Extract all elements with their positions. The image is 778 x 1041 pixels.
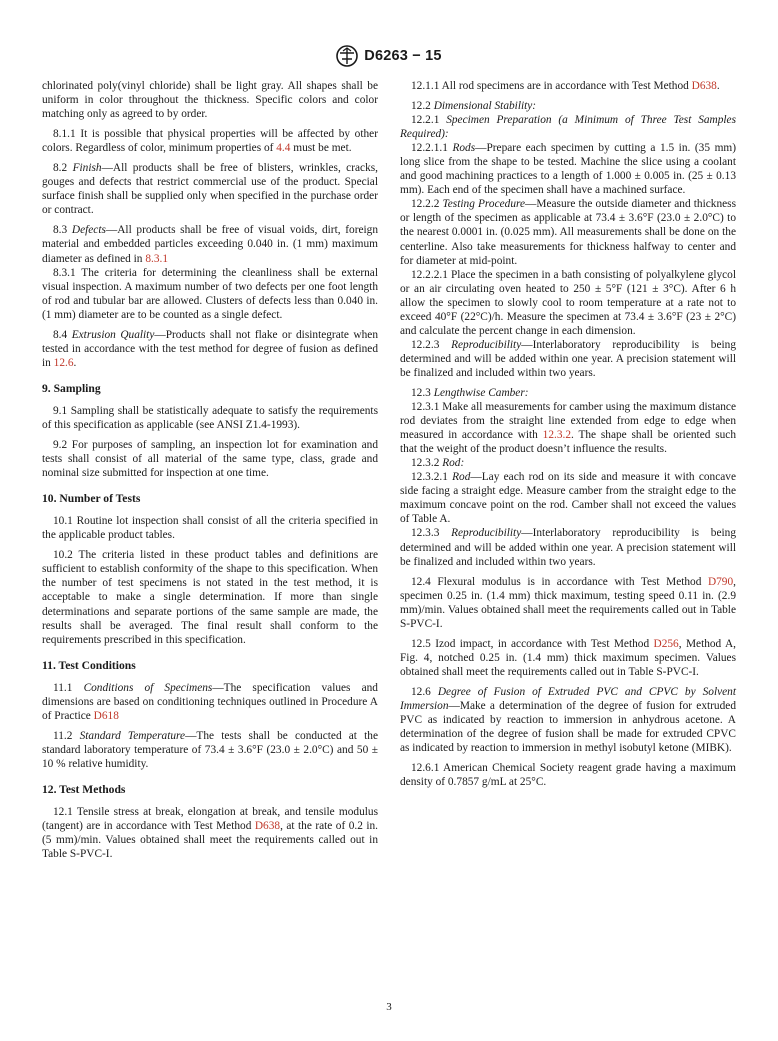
section-heading-test-methods: 12. Test Methods: [42, 782, 126, 796]
paragraph-12-3-3: 12.3.3 Reproducibility—Interlaboratory reproducibility is being determined and will be added within one year. A precision statement will be finalized and included within two years.: [400, 527, 736, 568]
page-header: [0, 40, 778, 72]
right-column: [400, 79, 736, 795]
ref-link[interactable]: 12.6: [53, 356, 74, 369]
left-column: [42, 79, 378, 867]
paragraph-11-2: 11.2 Standard Temperature—The tests shall be conducted at the standard laboratory temperature of 73.4 ± 3.6°F (23.0 ± 2.0°C) and 50 ± 10 % relative humidity.: [42, 729, 378, 770]
paragraph-12-2-3: 12.2.3 Reproducibility—Interlaboratory reproducibility is being determined and will be added within one year. A precision statement will be finalized and included within two years.: [400, 338, 736, 379]
paragraph-12-3: 12.3 Lengthwise Camber:: [411, 386, 529, 399]
paragraph-12-1: 12.1 Tensile stress at break, elongation at break, and tensile modulus (tangent) are in accordance with Test Method D638, at the rate of 0.2 in. (5 mm)/min. Values obtained shall meet the requirements called out in Table S-PVC-I.: [42, 806, 378, 861]
page-number: 3: [386, 1001, 392, 1013]
paragraph-12-1-1: 12.1.1 All rod specimens are in accordance with Test Method D638.: [411, 80, 720, 92]
paragraph-8-4: 8.4 Extrusion Quality—Products shall not flake or disintegrate when tested in accordance with the test method for degree of fusion as defined in 12.6.: [42, 328, 379, 369]
paragraph-12-3-1: 12.3.1 Make all measurements for camber using the maximum distance rod deviates from the straight line extended from edge to edge when measured in accordance with 12.3.2. The shape shall be oriented such that the weight of the product doesn’t influence the results.: [400, 401, 736, 456]
paragraph-8-3-1: 8.3.1 The criteria for determining the cleanliness shall be external visual inspection. A maximum number of two defects per one foot length of rod and tubular bar are allowed. Clusters of defects less than 0.040 in. (1 mm) diameter are to be counted as a single defect.: [42, 266, 378, 321]
ref-link[interactable]: D618: [93, 709, 119, 722]
paragraph-12-2-2-1: 12.2.2.1 Place the specimen in a bath consisting of polyalkylene glycol or an air circulating oven heated to 250 ± 5°F (121 ± 3°C). After 6 h allow the specimen to slowly cool to room temperature at a rate not to exceed 40°F (22°C)/h. Measure the specimen at 73.4 ± 3.6°F (23 ± 2°C) and calculate the percent change in each dimension.: [400, 268, 736, 337]
ref-link[interactable]: 8.3.1: [145, 252, 168, 265]
ref-link[interactable]: 12.3.2: [542, 429, 572, 442]
ref-link[interactable]: 4.4: [276, 142, 291, 155]
paragraph-8-1-1: 8.1.1 It is possible that physical properties will be affected by other colors. Regardless of color, minimum properties of 4.4 must be met.: [42, 128, 378, 155]
paragraph-12-2-1: 12.2.1 Specimen Preparation (a Minimum of Three Test Samples Required):: [400, 114, 737, 141]
section-heading-number-of-tests: 10. Number of Tests: [42, 492, 141, 506]
paragraph-8-3: 8.3 Defects—All products shall be free of visual voids, dirt, foreign material and embedded particles exceeding 0.040 in. (1 mm) maximum diameter as defined in 8.3.1: [42, 224, 379, 265]
ref-link[interactable]: D638: [254, 820, 281, 833]
paragraph-12-3-2-1: 12.3.2.1 Rod—Lay each rod on its side and measure it with concave side facing a straight edge. Measure camber from the straight edge to the maximum concave point on the rod. Camber shall not exceed the values of Table A.: [400, 471, 736, 526]
paragraph-12-5: 12.5 Izod impact, in accordance with Test Method D256, Method A, Fig. 4, notched 0.25 in. (1.4 mm) thick maximum specimen. Values obtained shall meet the requirements called out in Table S-PVC-I.: [400, 637, 737, 678]
ref-link[interactable]: D790: [707, 575, 734, 588]
section-heading-sampling: 9. Sampling: [42, 381, 101, 395]
ref-link[interactable]: D256: [653, 637, 679, 650]
astm-logo-icon: [336, 44, 358, 68]
ref-link[interactable]: D638: [691, 80, 717, 92]
paragraph-12-6-1: 12.6.1 American Chemical Society reagent grade having a maximum density of 0.7857 g/mL at 25°C.: [400, 762, 736, 789]
paragraph: chlorinated poly(vinyl chloride) shall be light gray. All shapes shall be uniform in color throughout the thickness. Specific colors and color matching only as agreed to by order.: [42, 80, 378, 121]
paragraph-12-2-1-1: 12.2.1.1 Rods—Prepare each specimen by cutting a 1.5 in. (35 mm) long slice from the shape to be tested. Machine the slice using a coolant and good machining practices to a length of 1.000 ± 0.005 in. (25 ± 0.13 mm). Each end of the specimen shall have a machined surface.: [400, 142, 736, 197]
paragraph-10-1: 10.1 Routine lot inspection shall consist of all the criteria specified in the applicable product tables.: [42, 515, 378, 542]
paragraph-10-2: 10.2 The criteria listed in these product tables and definitions are sufficient to establish conformity of the shape to this specification. When the number of test specimens is not stated in the test method, it is acceptable to make a single determination. If more than single determinations and separate portions of the same sample are made, the results shall be averaged. The final result shall conform to the requirements prescribed in this specification.: [42, 549, 378, 646]
section-heading-test-conditions: 11. Test Conditions: [42, 658, 136, 672]
paragraph-9-2: 9.2 For purposes of sampling, an inspection lot for examination and tests shall consist of all material of the same type, class, grade and nominal size submitted for inspection at one time.: [42, 439, 378, 480]
paragraph-12-2: 12.2 Dimensional Stability:: [411, 100, 537, 113]
paragraph-11-1: 11.1 Conditions of Specimens—The specification values and dimensions are based on conditioning techniques outlined in Procedure A of Practice D618: [42, 681, 378, 722]
paragraph-12-6: 12.6 Degree of Fusion of Extruded PVC and CPVC by Solvent Immersion—Make a determination of the degree of fusion for extruded PVC as indicated by reaction to immersion in anhydrous acetone. A determination of the degree of fusion shall be made for extruded CPVC as indicated by reaction to immersion in methyl isobutyl ketone (MIBK).: [400, 685, 736, 755]
paragraph-12-2-2: 12.2.2 Testing Procedure—Measure the outside diameter and thickness or length of the specimen as applicable at 73.4 ± 3.6°F (23.0 ± 2.0°C) to the nearest 0.0001 in. (0.025 mm). All measurements shall be done on the centerline. Also take measurements for thickness halfway to center and for diameter at mid-point.: [400, 198, 736, 267]
paragraph-9-1: 9.1 Sampling shall be statistically adequate to satisfy the requirements of this specification as applicable (see ANSI Z1.4-1993).: [42, 404, 378, 431]
paragraph-12-4: 12.4 Flexural modulus is in accordance with Test Method D790, specimen 0.25 in. (1.4 mm) thick maximum, testing speed 0.11 in. (2.9 mm)/min. Values obtained shall meet the requirements called out in Table S-PVC-I.: [400, 575, 736, 630]
standard-designation: D6263 − 15: [364, 48, 442, 64]
paragraph-8-2: 8.2 Finish—All products shall be free of blisters, wrinkles, cracks, gouges and defects that restrict commercial use of the product. Special surface finish shall be supplied only when specified in the purchase order or contract.: [42, 162, 378, 217]
paragraph-12-3-2: 12.3.2 Rod:: [411, 457, 465, 470]
